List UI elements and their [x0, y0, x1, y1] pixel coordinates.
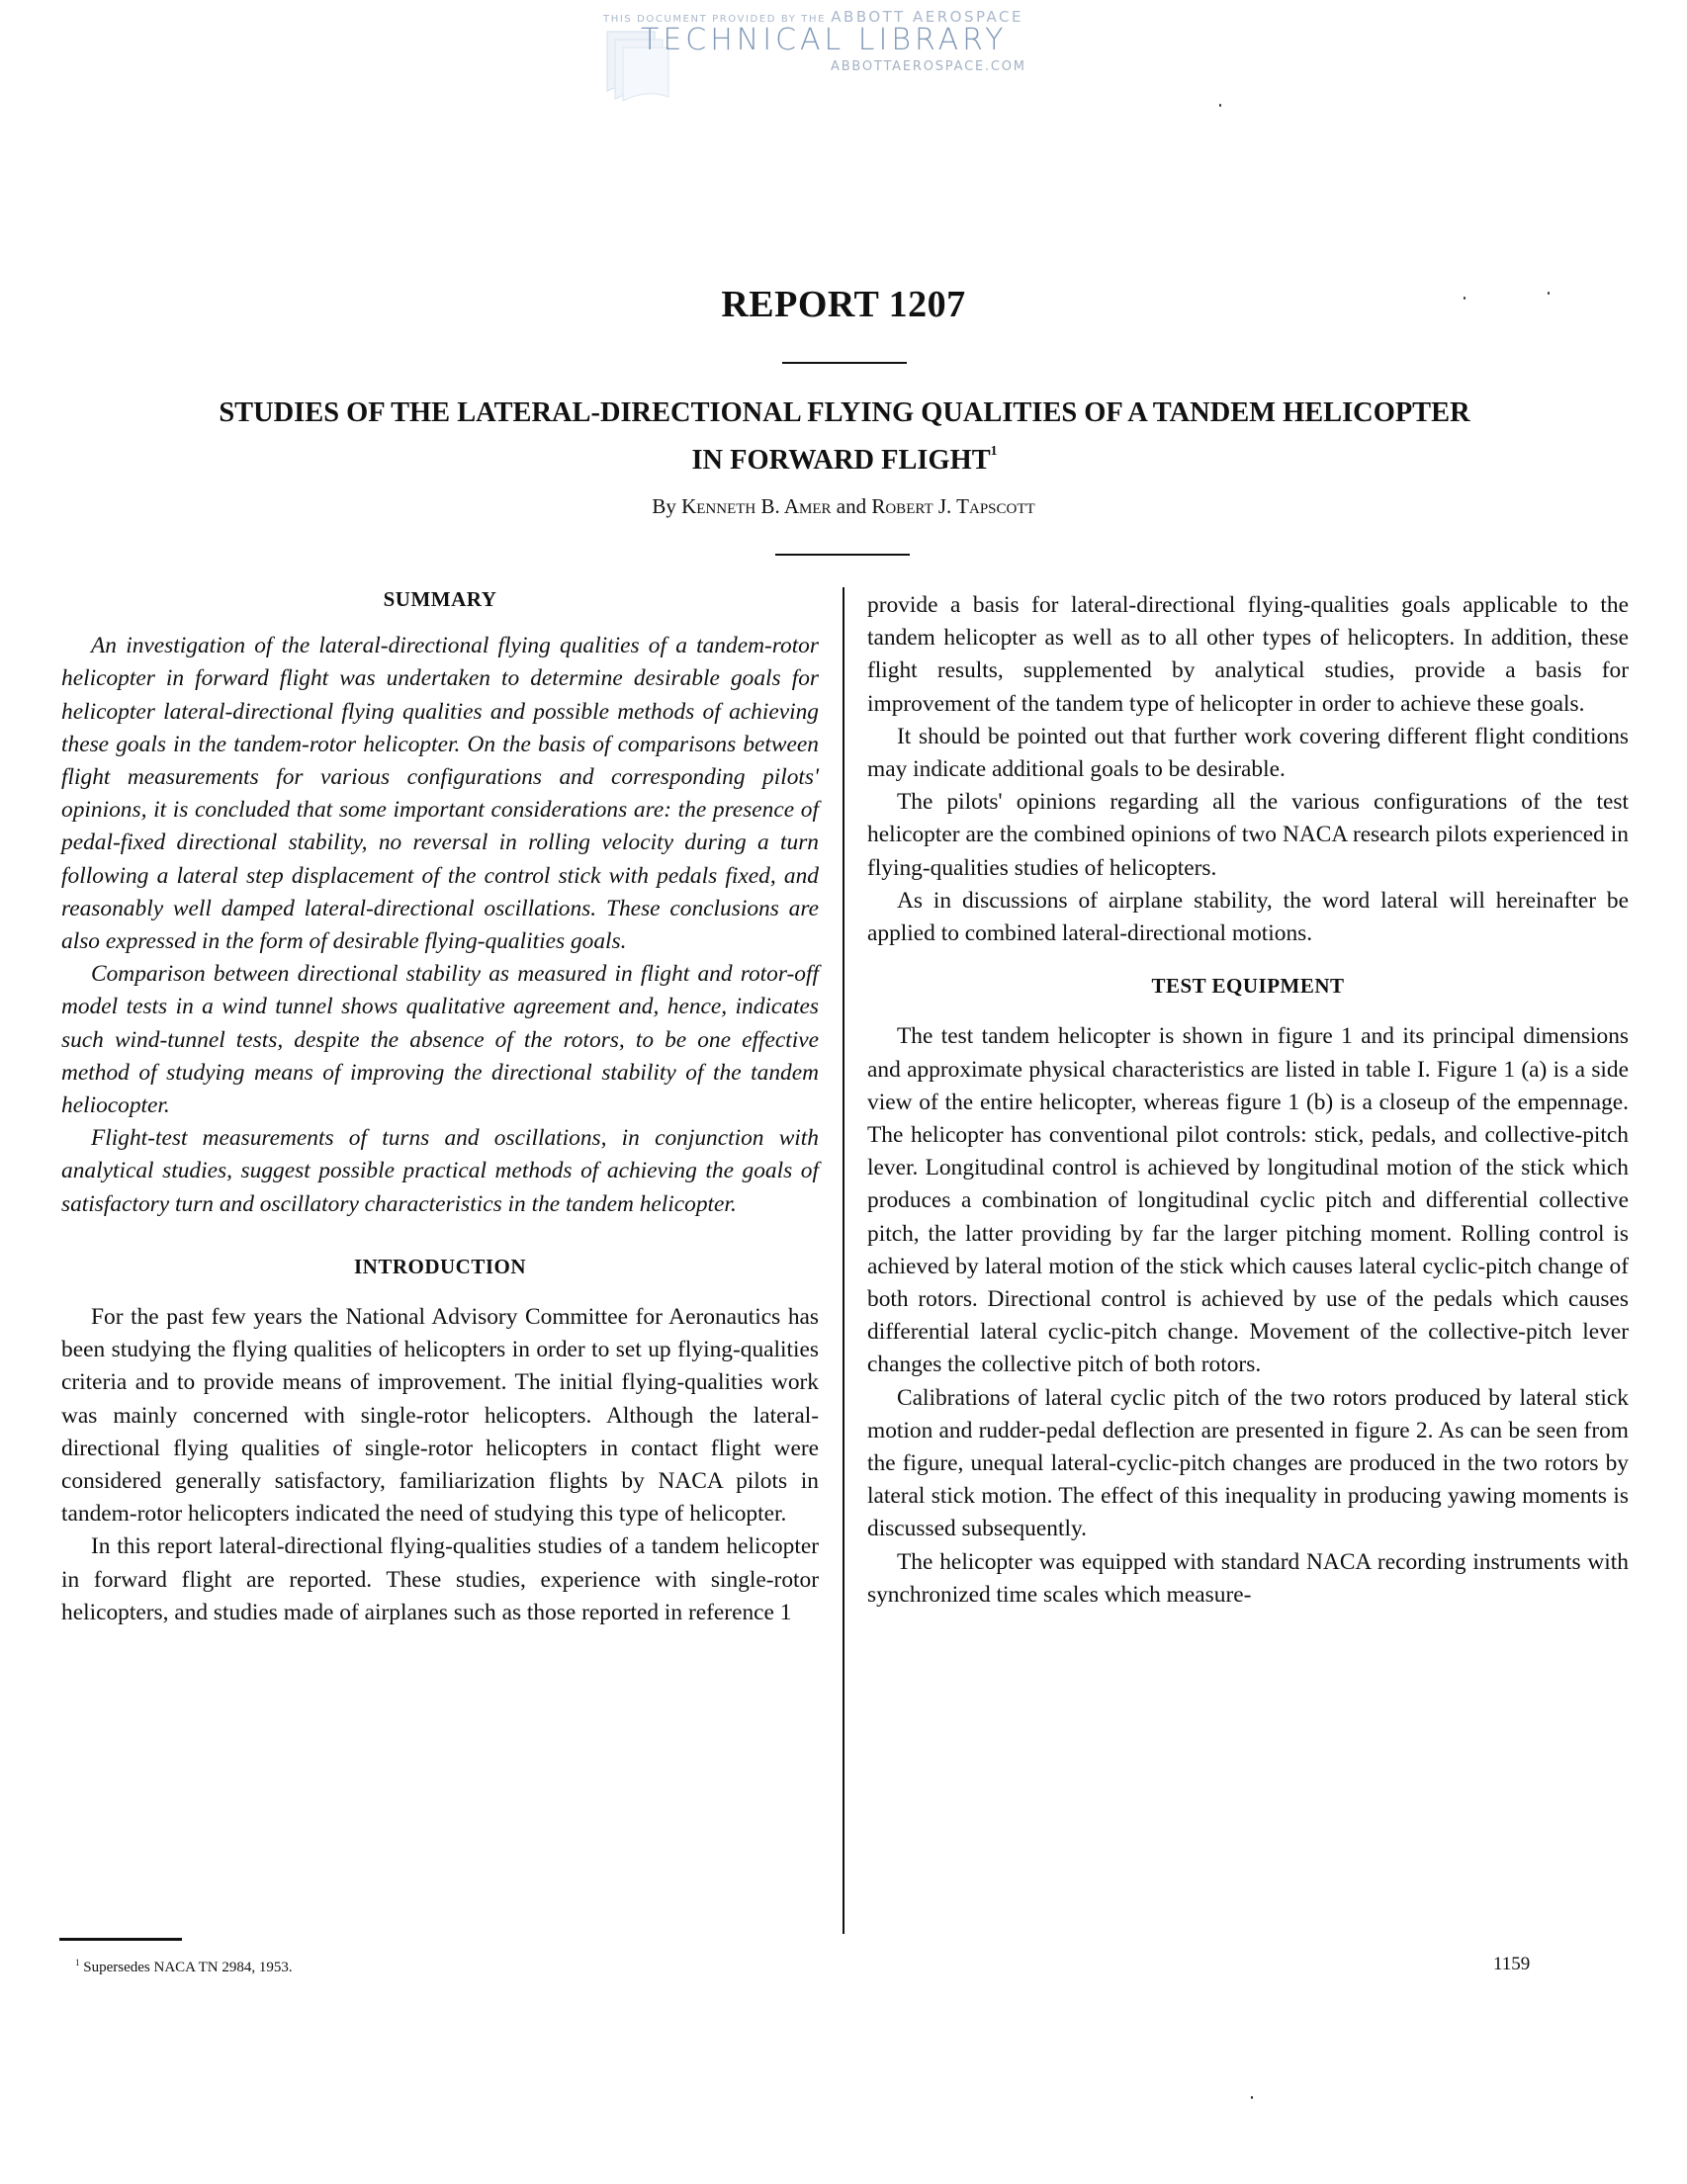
test-equipment-paragraph: The helicopter was equipped with standard NACA recording instruments with synchronized time scales which measure- [867, 1548, 1629, 1608]
introduction-paragraph: In this report lateral-directional flying-qualities studies of a tandem helicopter in forward flight are reported. These studies, experience with single-rotor helicopters, and studies made of airplanes such as those reported in reference 1 [61, 1533, 819, 1625]
author-2: Robert J. Tapscott [871, 494, 1035, 518]
test-equipment-heading: TEST EQUIPMENT [1151, 974, 1345, 999]
column-divider [843, 587, 844, 1934]
summary-paragraph: Comparison between directional stability as measured in flight and rotor-off model tests in a wind tunnel shows qualitative agreement and, hence, indicates such wind-tunnel tests, despite the absence of the rotors, to be one effective method of studying means of improving the directional stability of the tandem heliocopter. [61, 961, 819, 1119]
introduction-paragraph: It should be pointed out that further work covering different flight conditions may indicate additional goals to be desirable. [867, 723, 1629, 783]
summary-heading: SUMMARY [383, 587, 497, 611]
watermark-technical-library: TECHNICAL LIBRARY [641, 23, 1008, 57]
paper-title [71, 393, 1618, 480]
title-rule [782, 362, 907, 364]
introduction-paragraph: As in discussions of airplane stability, the word lateral will hereinafter be applied to combined lateral-directional motions. [867, 887, 1629, 947]
introduction-paragraph: For the past few years the National Advisory Committee for Aeronautics has been studying the flying qualities of helicopters in order to set up flying-qualities criteria and to provide means of improvement. The initial flying-qualities work was mainly concerned with single-rotor helicopters. Although the lateral-directional flying qualities of single-rotor helicopters in contact flight were considered generally satisfactory, familiarization flights by NACA pilots in tandem-rotor helicopters indicated the need of studying this type of helicopter. [61, 1304, 819, 1528]
scan-speck [1219, 104, 1221, 107]
introduction-paragraph: The pilots' opinions regarding all the various configurations of the test helicopter are the combined opinions of two NACA research pilots experienced in flying-qualities studies of helicopters. [867, 789, 1629, 881]
continued-paragraph: provide a basis for lateral-directional flying-qualities goals applicable to the tandem helicopter as well as to all other types of helicopters. In addition, these flight results, supplemented by analytical studies, provide a basis for improvement of the tandem type of helicopter in order to achieve these goals. [867, 592, 1629, 717]
author-rule [775, 554, 910, 556]
footnote-rule [59, 1938, 182, 1941]
footnote-text: Supersedes NACA TN 2984, 1953. [83, 1960, 293, 1975]
watermark-url: ABBOTTAEROSPACE.COM [831, 59, 1026, 74]
title-line-2: IN FORWARD FLIGHT$^1$ [691, 444, 998, 476]
page-number: 1159 [1493, 1954, 1531, 1974]
title-line-1: STUDIES OF THE LATERAL-DIRECTIONAL FLYING QUALITIES OF A TANDEM HELICOPTER [219, 396, 1470, 428]
scan-speck [1464, 297, 1465, 300]
scan-speck [1548, 292, 1550, 295]
author-line: By Kenneth B. Amer and Robert J. Tapscott [652, 494, 1035, 518]
footnote-mark: 1 [75, 1958, 80, 1967]
test-equipment-paragraph: The test tandem helicopter is shown in figure 1 and its principal dimensions and approximate physical characteristics are listed in table I. Figure 1 (a) is a side view of the entire helicopter, whereas figure 1 (b) is a closeup of the empennage. The helicopter has conventional pilot controls: stick, pedals, and collective-pitch lever. Longitudinal control is achieved by longitudinal motion of the stick which produces a combination of longitudinal cyclic pitch and differential collective pitch, the latter providing by far the larger pitching moment. Rolling control is achieved by lateral motion of the stick which causes lateral cyclic-pitch change of both rotors. Directional control is achieved by use of the pedals which causes differential lateral cyclic-pitch change. Movement of the collective-pitch lever changes the collective pitch of both rotors. [867, 1023, 1629, 1378]
scan-speck [1251, 2096, 1253, 2099]
test-equipment-paragraph: Calibrations of lateral cyclic pitch of the two rotors produced by lateral stick motion and rudder-pedal deflection are presented in figure 2. As can be seen from the figure, unequal lateral-cyclic-pitch changes are produced in the two rotors by lateral stick motion. The effect of this inequality in producing yawing moments is discussed subsequently. [867, 1384, 1629, 1542]
summary-paragraph: Flight-test measurements of turns and oscillations, in conjunction with analytical studies, suggest possible practical methods of achieving the goals of satisfactory turn and oscillatory characteristics in the tandem helicopter. [61, 1125, 819, 1217]
introduction-heading: INTRODUCTION [353, 1254, 527, 1278]
summary-paragraph: An investigation of the lateral-directional flying qualities of a tandem-rotor helicopter in forward flight was undertaken to determine desirable goals for helicopter lateral-directional flying qualities and possible methods of achieving these goals in the tandem-rotor helicopter. On the basis of comparisons between flight measurements for various configurations and corresponding pilots' opinions, it is concluded that some important considerations are: the presence of pedal-fixed directional stability, no reversal in rolling velocity during a turn following a lateral step displacement of the control stick with pedals fixed, and reasonably well damped lateral-directional oscillations. These conclusions are also expressed in the form of desirable flying-qualities goals. [61, 633, 819, 955]
abbott-aerospace-watermark [593, 4, 1088, 113]
left-column [61, 583, 819, 1629]
title-footnote-mark: 1 [990, 444, 998, 459]
summary-section [61, 630, 819, 1221]
right-column [867, 589, 1629, 1612]
report-number: REPORT 1207 [721, 284, 966, 325]
footnote [75, 1958, 293, 1976]
author-1: Kenneth B. Amer [681, 494, 832, 518]
watermark-provided-by: THIS DOCUMENT PROVIDED BY THE ABBOTT AEROSPACE [603, 8, 1024, 26]
